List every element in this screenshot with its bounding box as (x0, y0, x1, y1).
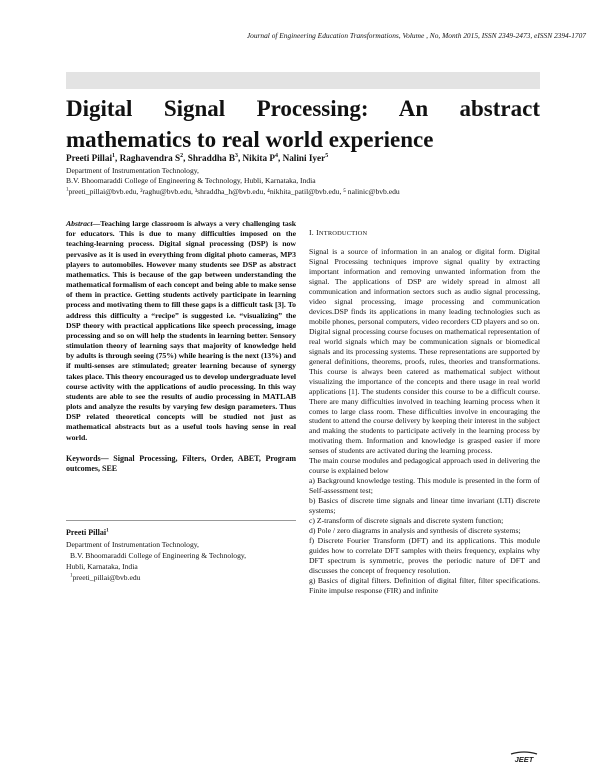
correspondence-sup: 1 (106, 528, 109, 534)
section-heading-introduction (309, 228, 540, 237)
correspondence-name: Preeti Pillai (66, 528, 107, 537)
keywords (66, 454, 296, 475)
list-item: a) Background knowledge testing. This module is presented in the form of Self-assessment test; (309, 476, 540, 496)
list-item: b) Basics of discrete time signals and linear time invariant (LTI) discrete systems; (309, 496, 540, 516)
correspondence-email: preeti_pillai@bvb.edu (72, 572, 141, 582)
keywords-label: Keywords (66, 453, 101, 463)
abstract-label: Abstract (66, 219, 93, 228)
email-sup: 1 (66, 187, 69, 193)
email-list: preeti_pillai@bvb.edu, ²raghu@bvb.edu, ³shraddha_h@bvb.edu, ⁴nikhita_patil@bvb.edu, ⁵ nalinic@bvb.edu (68, 187, 400, 196)
correspondence-college: B.V. Bhoomaraddi College of Engineering & Technology, (70, 550, 247, 560)
list-item: d) Pole / zero diagrams in analysis and synthesis of discrete systems; (309, 526, 521, 536)
logo-swoosh (511, 752, 537, 754)
author-list: Preeti Pillai$^1$, Raghavendra $S^2$, Shraddha $B^3$, Nikita $P^4$, Nalini Iyer$^5$ (66, 153, 329, 164)
correspondence-block (66, 527, 296, 583)
abstract (66, 219, 296, 443)
title-line-2: mathematics to real world experience (66, 126, 434, 152)
keywords-text: — Signal Processing, Filters, Order, ABET, Program outcomes, SEE (66, 453, 296, 474)
author-sup: 3 (234, 153, 238, 159)
section-heading-rest: NTRODUCTION (318, 230, 368, 237)
logo-text: JEET (514, 755, 534, 763)
author-sup: 1 (112, 153, 116, 159)
author-name: Shraddha B (187, 153, 235, 164)
author-name: Preeti Pillai (66, 153, 113, 164)
body-paragraph: Signal is a source of information in an analog or digital form. Digital Signal Processing techniques improve signal quality by extracting important information and removing unwanted information from the signal. The applications of DSP are widely spread in almost all communication and information sectors such as audio signal processing, video signal processing, image processing and communication devices.DSP finds its applications in many leading technologies such as mobile phones, personal computers, video recorders CD players and so on. (309, 247, 540, 326)
affiliation-emails (66, 187, 540, 197)
correspondence-email-sup: 1 (70, 573, 73, 579)
left-column (66, 219, 296, 475)
title-line-1: Digital Signal Processing: An abstract (66, 96, 540, 121)
jeet-logo (510, 751, 538, 763)
correspondence-divider (66, 520, 296, 521)
correspondence-dept: Department of Instrumentation Technology, (66, 539, 199, 549)
header-band (66, 72, 540, 89)
list-item: g) Basics of digital filters. Definition of digital filter, filter specifications. Finite impulse response (FIR) and infinite (309, 575, 540, 595)
right-column (309, 228, 540, 596)
abstract-text: —Teaching large classroom is always a very challenging task for educators. This is due to many difficulties imposed on the teaching-learning process. Digital signal processing (DSP) is now pervasive as it is used in everything from digital photo cameras, MP3 players to automobiles. However many students see DSP as abstract mathematics. This is because of the gap between understanding the mathematical formalism of each concept and being able to make sense of them in practice. Getting students actively participate in learning process and motivating them to fill these gaps is a difficult task [3]. To address this difficulty a “recipe” is suggested i.e. “visualizing” the DSP theory with practical applications like speech processing, image processing and so on will help the students in learning better. Sensory stimulation theory of learning says that majority of knowledge held by adults is through seeing (75%) while hearing is the next (13%) and if multi-senses are stimulated; greater learning because of synergy takes place. This theory encouraged us to develop undergraduate level course activity with the applications of audio processing. In this way students are able to see the results of audio processing in MATLAB plots and analyze the results by varying few design parameters. Thus DSP related theoretical concepts will be studied not just as mathematical abstracts but as a useful tools having sense in real world. (66, 219, 296, 442)
author-name: Nikita P (242, 153, 275, 164)
section-number: I. (309, 228, 314, 237)
paper-title (66, 94, 540, 155)
author-sup: 5 (325, 153, 329, 159)
correspondence-location: Hubli, Karnataka, India (66, 561, 138, 571)
affiliation-department: Department of Instrumentation Technology, (66, 166, 199, 175)
journal-running-header: Journal of Engineering Education Transformations, Volume , No, Month 2015, ISSN 2349-2473, eISSN 2394-1707 (246, 31, 586, 40)
author-name: Raghavendra S (119, 153, 181, 164)
affiliation-college: B.V. Bhoomaraddi College of Engineering & Technology, Hubli, Karnataka, India (66, 176, 316, 185)
body-paragraph: Digital signal processing course focuses on mathematical representation of real world signals which may be communication signals or biomedical signals and its processing systems. These representations are supported by general definitions, theorems, proofs, rules, theories and transformations. This course is always been catered as mathematical subject without visualizing the importance of the concepts and there usage in real world applications [1]. The students consider this course to be a difficult course. There are many difficulties involved in teaching learning process when it comes to large class room. These difficulties involve in encouraging the student to attend the course delivery by keeping their interest in the subject and making the students to participate actively in the learning process by motivating them. Information and knowledge is grasped easier if more senses of students are activated during the learning process. (309, 326, 540, 456)
author-sup: 2 (180, 153, 184, 159)
introduction-body (309, 247, 540, 596)
body-paragraph: The main course modules and pedagogical approach used in delivering the course is explained below (309, 456, 540, 476)
list-item: f) Discrete Fourier Transform (DFT) and its applications. This module guides how to correlate DFT samples with theirs frequency, explains why DFT spectrum is symmetric, proves the periodic nature of DFT and discusses the concept of frequency resolution. (309, 536, 540, 575)
author-name: Nalini Iyer (282, 153, 326, 164)
correspondence-email-row (66, 572, 296, 583)
author-sup: 4 (274, 153, 278, 159)
section-heading-cap: I (316, 228, 319, 237)
correspondence-name-row (66, 527, 296, 539)
list-item: c) Z-transform of discrete signals and discrete system function; (309, 516, 504, 526)
